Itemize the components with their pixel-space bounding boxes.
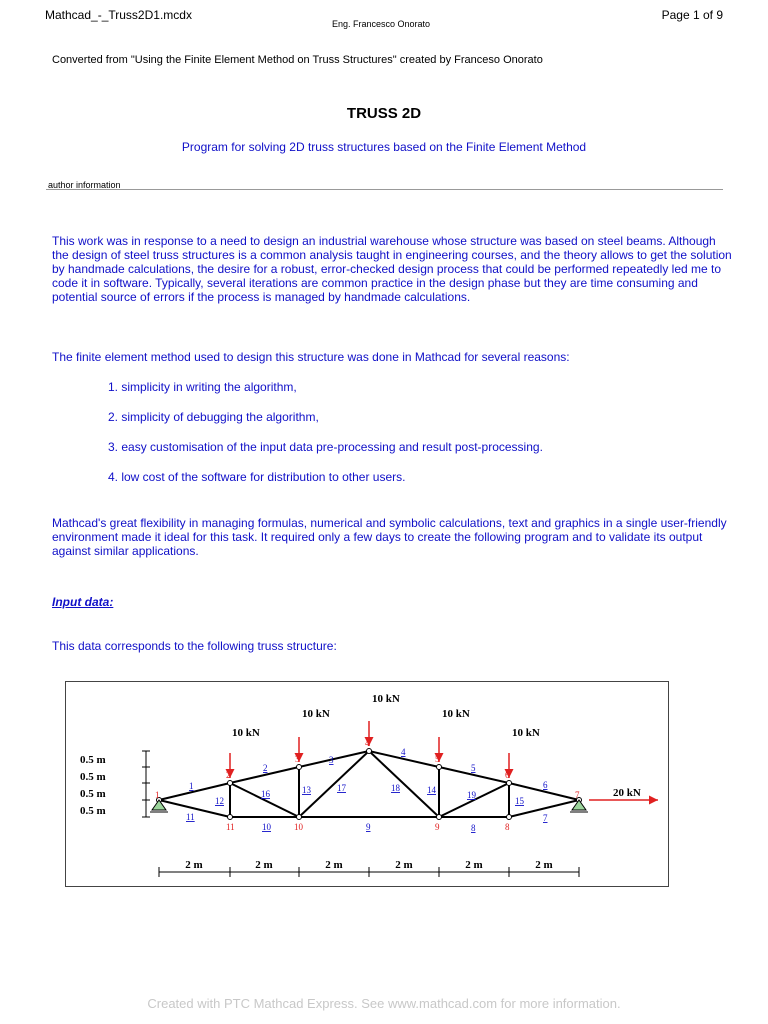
node-label: 5 — [435, 754, 440, 764]
page-title: TRUSS 2D — [346, 105, 422, 122]
truss-node — [297, 815, 302, 820]
truss-node — [228, 815, 233, 820]
span-label: 2 m — [535, 859, 553, 871]
load-label: 10 kN — [512, 727, 540, 739]
truss-figure — [65, 681, 669, 887]
element-label: 12 — [215, 796, 224, 806]
element-label: 17 — [337, 783, 346, 793]
truss-node — [297, 765, 302, 770]
truss-node — [437, 765, 442, 770]
input-data-heading: Input data: — [52, 595, 114, 609]
truss-member — [299, 751, 369, 767]
load-label: 10 kN — [302, 708, 330, 720]
node-label: 9 — [435, 822, 440, 832]
page-number: Page 1 of 9 — [661, 8, 723, 22]
element-label: 5 — [471, 763, 476, 773]
element-label: 16 — [261, 789, 270, 799]
node-label: 11 — [226, 822, 235, 832]
reason-item: 2. simplicity of debugging the algorithm, — [108, 410, 319, 424]
span-label: 2 m — [395, 859, 413, 871]
element-label: 6 — [543, 780, 548, 790]
truss-member — [439, 783, 509, 817]
element-label: 8 — [471, 823, 476, 833]
node-label: 4 — [365, 738, 370, 748]
element-label: 13 — [302, 785, 311, 795]
height-label: 0.5 m — [80, 771, 106, 783]
footer-note: Created with PTC Mathcad Express. See www.mathcad.com for more information. — [147, 996, 621, 1011]
truss-node — [437, 815, 442, 820]
author-info-label[interactable]: author information — [48, 180, 121, 190]
element-label: 9 — [366, 822, 371, 832]
horizontal-load-label: 20 kN — [613, 787, 641, 799]
span-label: 2 m — [325, 859, 343, 871]
truss-member — [299, 751, 369, 817]
converted-note: Converted from "Using the Finite Element Method on Truss Structures" created by Franceso Onorato — [52, 54, 543, 66]
node-label: 3 — [295, 754, 300, 764]
truss-node — [367, 749, 372, 754]
reason-item: 3. easy customisation of the input data pre-processing and result post-processing. — [108, 440, 543, 454]
section-divider — [46, 189, 723, 190]
span-label: 2 m — [185, 859, 203, 871]
node-label: 6 — [505, 770, 510, 780]
intro-paragraph: This work was in response to a need to design an industrial warehouse whose structure was based on steel beams. Although the design of steel truss structures is a common analysis taught in engineering courses, and the theory allows to get the solution by handmade calculations, the desire for a robust, error-checked design process that could be performed repeatedly led me to code it in software. Typically, several iterations are common practice in the design phase but they are time consuming and potential source of errors if the process is managed by handmade calculations. — [52, 234, 732, 304]
load-label: 10 kN — [232, 727, 260, 739]
height-label: 0.5 m — [80, 805, 106, 817]
page-subtitle: Program for solving 2D truss structures based on the Finite Element Method — [181, 140, 587, 154]
truss-node — [507, 815, 512, 820]
mathcad-paragraph: Mathcad's great flexibility in managing formulas, numerical and symbolic calculations, text and graphics in a single user-friendly environment made it ideal for this task. It required only a few days to create the following program and to validate its output against similar applications. — [52, 516, 727, 558]
element-label: 10 — [262, 822, 271, 832]
reason-item: 4. low cost of the software for distribution to other users. — [108, 470, 406, 484]
node-label: 10 — [294, 822, 303, 832]
document-author: Eng. Francesco Onorato — [332, 19, 431, 29]
node-label: 1 — [155, 790, 160, 800]
reasons-intro: The finite element method used to design this structure was done in Mathcad for several reasons: — [52, 350, 570, 364]
truss-member — [369, 751, 439, 817]
element-label: 19 — [467, 790, 476, 800]
element-label: 15 — [515, 796, 524, 806]
height-label: 0.5 m — [80, 788, 106, 800]
span-label: 2 m — [255, 859, 273, 871]
truss-node — [507, 781, 512, 786]
node-label: 7 — [575, 790, 580, 800]
truss-node — [228, 781, 233, 786]
element-label: 1 — [189, 781, 194, 791]
element-label: 3 — [329, 755, 334, 765]
node-label: 2 — [226, 770, 231, 780]
height-label: 0.5 m — [80, 754, 106, 766]
truss-intro: This data corresponds to the following truss structure: — [52, 639, 337, 653]
reason-item: 1. simplicity in writing the algorithm, — [108, 380, 297, 394]
element-label: 4 — [401, 747, 406, 757]
document-filename: Mathcad_-_Truss2D1.mcdx — [45, 8, 192, 22]
truss-diagram — [66, 682, 668, 886]
element-label: 18 — [391, 783, 400, 793]
load-label: 10 kN — [442, 708, 470, 720]
span-label: 2 m — [465, 859, 483, 871]
element-label: 7 — [543, 813, 548, 823]
load-label: 10 kN — [372, 693, 400, 705]
element-label: 2 — [263, 763, 268, 773]
element-label: 11 — [186, 812, 195, 822]
node-label: 8 — [505, 822, 510, 832]
element-label: 14 — [427, 785, 436, 795]
